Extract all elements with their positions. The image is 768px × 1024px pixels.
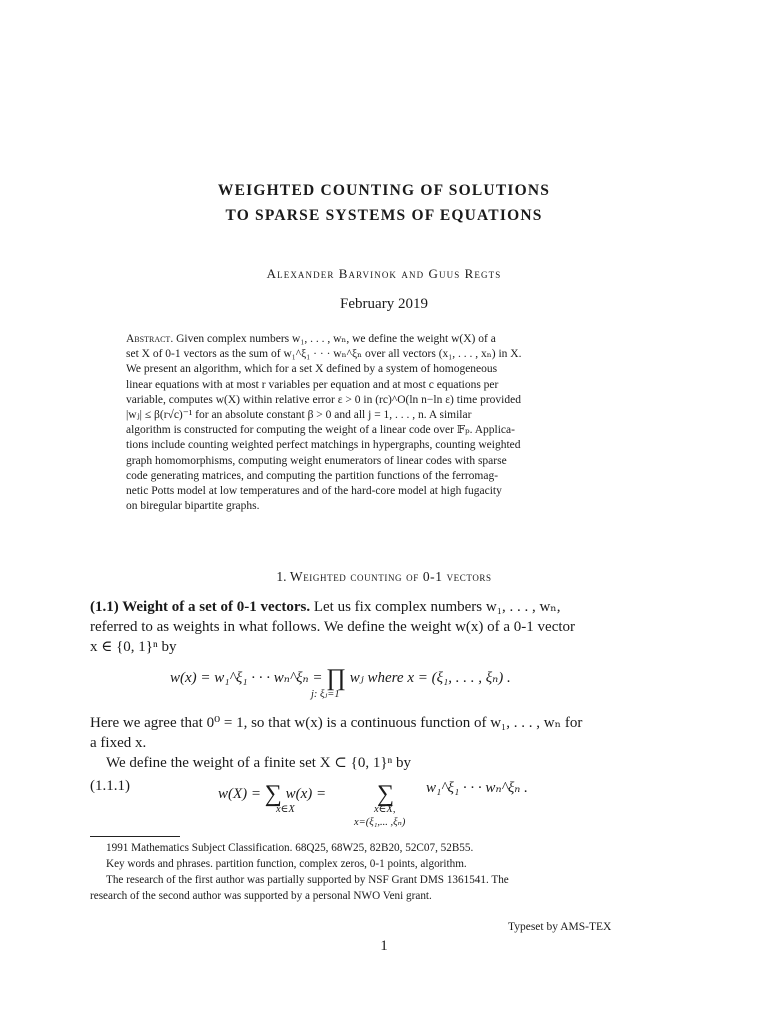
equation-1 <box>170 662 511 689</box>
body-line: a fixed x. <box>90 735 147 751</box>
abstract-line: algorithm is constructed for computing the weight of a linear code over 𝔽ₚ. Applica- <box>126 424 515 437</box>
typeset-by: Typeset by AMS-TEX <box>508 921 612 933</box>
abstract-line: netic Potts model at low temperatures and of the hard-core model at high fugacity <box>126 484 502 497</box>
abstract-label: Abstract. <box>126 333 174 345</box>
footnote-rule <box>90 836 180 837</box>
equation-tag: (1.1.1) <box>90 778 130 794</box>
abstract-line: tions include counting weighted perfect matchings in hypergraphs, counting weighted <box>126 439 521 452</box>
paragraph-1 <box>90 597 642 657</box>
footnote-msc: 1991 Mathematics Subject Classification. 68Q25, 68W25, 82B20, 52C07, 52B55. <box>106 842 474 854</box>
eq2-rhs: w₁^ξ₁ · · · wₙ^ξₙ . <box>426 780 528 796</box>
section-number: 1. <box>276 569 287 584</box>
product-index: j: ξⱼ=1 <box>311 689 340 700</box>
equation-2 <box>218 778 326 805</box>
sum2-index-2: x=(ξ₁,... ,ξₙ) <box>354 817 406 828</box>
abstract-line: set X of 0-1 vectors as the sum of w₁^ξ₁ · · · wₙ^ξₙ over all vectors (x₁, . . . , xₙ) in X. <box>126 348 522 361</box>
page-number: 1 <box>380 938 388 954</box>
body-line: referred to as weights in what follows. We define the weight w(x) of a 0-1 vector <box>90 619 576 635</box>
eq2-mid: w(x) = <box>285 786 327 802</box>
abstract-line: |wⱼ| ≤ β(r√c)⁻¹ for an absolute constant β > 0 and all j = 1, . . . , n. A similar <box>126 408 472 421</box>
abstract-line: linear equations with at most r variables per equation and at most c equations per <box>126 378 499 391</box>
paper-title-line-1: WEIGHTED COUNTING OF SOLUTIONS <box>217 182 551 199</box>
abstract-line: code generating matrices, and computing the partition functions of the ferromag- <box>126 469 499 482</box>
section-heading <box>0 569 768 585</box>
abstract-line: Given complex numbers w₁, . . . , wₙ, we define the weight w(X) of a <box>173 333 496 345</box>
sum2-index-1: x∈X, <box>374 804 396 815</box>
paragraph-2 <box>90 713 642 773</box>
body-line: Here we agree that 0⁰ = 1, so that w(x) is a continuous function of w₁, . . . , wₙ for <box>90 715 583 731</box>
product-symbol: ∏ <box>326 665 347 691</box>
authors: Alexander Barvinok and Guus Regts <box>266 266 502 281</box>
footnote-funding-2: research of the second author was supported by a personal NWO Veni grant. <box>90 890 432 902</box>
footnote-funding-1: The research of the first author was partially supported by NSF Grant DMS 1361541. The <box>106 874 509 886</box>
eq1-lhs: w(x) = w₁^ξ₁ · · · wₙ^ξₙ = <box>170 670 327 686</box>
footnote-keywords: Key words and phrases. partition function, complex zeros, 0-1 points, algorithm. <box>106 858 467 870</box>
abstract-line: variable, computes w(X) within relative error ε > 0 in (rc)^O(ln n−ln ε) time provided <box>126 393 521 406</box>
sum-symbol: ∑ <box>264 781 282 807</box>
section-name: Weighted counting of 0-1 vectors <box>289 569 492 584</box>
eq2-lhs: w(X) = <box>218 786 265 802</box>
sum-symbol-2: ∑ <box>377 781 395 807</box>
footnotes <box>90 840 642 904</box>
sum-index: x∈X <box>276 804 295 815</box>
body-line: x ∈ {0, 1}ⁿ by <box>90 639 177 655</box>
abstract <box>126 332 640 514</box>
abstract-line: We present an algorithm, which for a set X defined by a system of homogeneous <box>126 363 498 376</box>
body-line: Let us fix complex numbers w₁, . . . , wₙ, <box>310 599 561 615</box>
eq1-rhs: wⱼ where x = (ξ₁, . . . , ξₙ) . <box>349 670 511 686</box>
subsection-heading: (1.1) Weight of a set of 0-1 vectors. <box>90 599 311 615</box>
abstract-line: on biregular bipartite graphs. <box>126 500 260 513</box>
abstract-line: graph homomorphisms, computing weight enumerators of linear codes with sparse <box>126 454 507 467</box>
date: February 2019 <box>340 296 428 312</box>
body-line: We define the weight of a finite set X ⊂ {0, 1}ⁿ by <box>106 755 411 771</box>
paper-title-line-2: TO SPARSE SYSTEMS OF EQUATIONS <box>225 207 543 224</box>
